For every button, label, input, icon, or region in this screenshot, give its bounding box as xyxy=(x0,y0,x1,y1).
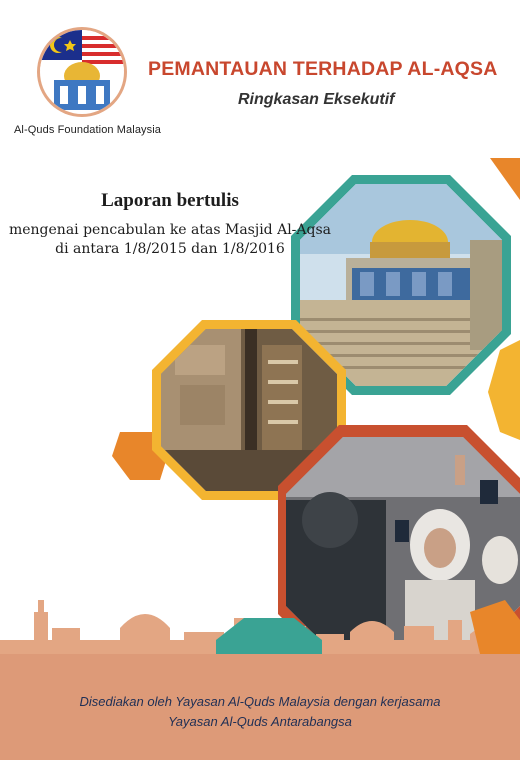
page-subtitle: Ringkasan Eksekutif xyxy=(238,91,395,108)
report-description-line-1: mengenai pencabulan ke atas Masjid Al-Aqsa xyxy=(8,222,332,238)
foundation-logo-icon xyxy=(36,26,128,118)
footer-credit-line-1: Disediakan oleh Yayasan Al-Quds Malaysia dengan kerjasama xyxy=(79,694,441,709)
page-title: PEMANTAUAN TERHADAP AL-AQSA xyxy=(148,58,498,80)
organization-name: Al-Quds Foundation Malaysia xyxy=(14,124,161,136)
report-description-line-2: di antara 1/8/2015 dan 1/8/2016 xyxy=(55,241,285,257)
gold-accent-shape xyxy=(488,340,520,440)
orange-accent-shape-top xyxy=(490,158,520,200)
report-heading: Laporan bertulis xyxy=(101,190,239,211)
footer-credit-line-2: Yayasan Al-Quds Antarabangsa xyxy=(168,714,352,729)
